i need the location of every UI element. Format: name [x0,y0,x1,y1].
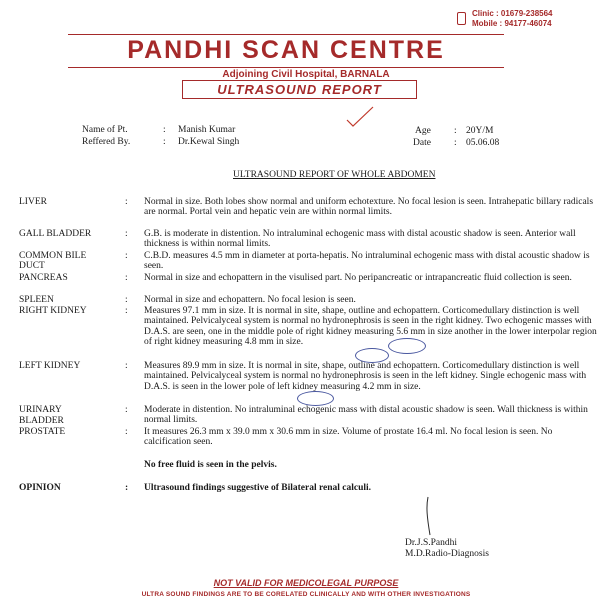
organ-label: LEFT KIDNEY [19,361,81,371]
age-value: 20Y/M [466,126,494,136]
report-subtitle: ULTRASOUND REPORT OF WHOLE ABDOMEN [233,170,436,180]
mobile-phone: Mobile : 94177-46074 [472,19,552,28]
contact-block [472,9,553,29]
organ-label: RIGHT KIDNEY [19,306,87,316]
signature [420,495,440,539]
clinic-phone: Clinic : 01679-238564 [472,9,553,18]
colon-separator: : [125,273,128,283]
finding-text: Measures 89.9 mm in size. It is normal in site, shape, outline and echopattern. Corticomedullary distinction is well maintained. Pelvicalyceal system is normal no hydronephrosis is seen in the left kidney. Single echogenic mass with D.A.S. is seen in the lower pole of left kidney measuring 4.2 mm in size. [144,361,587,392]
finding-text: G.B. is moderate in distention. No intraluminal echogenic mass with distal acoustic shadow is seen. Anterior wall thickness is within normal limits. [144,229,576,250]
finding-text: Normal in size and echopattern in the visulised part. No peripancreatic or intrapancreatic fluid collection is seen. [144,273,572,283]
patient-name-sep: : [163,125,166,135]
referred-by-sep: : [163,137,166,147]
patient-name-label: Name of Pt. [82,125,128,135]
centre-title: PANDHI SCAN CENTRE [127,36,445,64]
doctor-qualification: M.D.Radio-Diagnosis [405,549,489,559]
colon-separator: : [125,306,128,316]
finding-text: Normal in size and echopattern. No focal lesion is seen. [144,295,356,305]
colon-separator: : [125,197,128,207]
pen-circle-mark [355,348,389,363]
organ-label: SPLEEN [19,295,54,305]
check-mark-icon [345,104,375,130]
banner-bottom-rule [68,67,504,68]
banner [68,34,504,68]
finding-text: Measures 97.1 mm in size. It is normal in site, shape, outline and echopattern. Corticomedullary distinction is well maintained. Pelvicalyceal system is normal no hydronephrosis is seen in the right kidney. Two echogenic masses with D.A.S. are seen, one in the middle pole of right kidney measuring 5.6 mm in size another in the lower interpolar region of right kidney measuring 4.8 mm in size. [144,306,597,347]
finding-text: Moderate in distention. No intraluminal echogenic mass with distal acoustic shadow is seen. Wall thickness is within normal limits. [144,405,588,426]
colon-separator: : [125,405,128,415]
date-label: Date [413,138,431,148]
colon-separator: : [125,229,128,239]
pen-circle-mark [297,391,334,406]
age-label: Age [415,126,431,136]
age-sep: : [454,126,457,136]
colon-separator: : [125,251,128,261]
colon-separator: : [125,427,128,437]
finding-text: Normal in size. Both lobes show normal and uniform echotexture. No focal lesion is seen. Intrahepatic billary radicals are normal. Portal vein and hepatic vein are within normal limits. [144,197,594,218]
opinion-label: OPINION [19,483,61,493]
finding-text: It measures 26.3 mm x 39.0 mm x 30.6 mm in size. Volume of prostate 16.4 ml. No focal lesion is seen. No calcification seen. [144,427,553,448]
organ-label: GALL BLADDER [19,229,92,239]
date-sep: : [454,138,457,148]
referred-by-value: Dr.Kewal Singh [178,137,240,147]
organ-label-cont: BLADDER [19,416,64,426]
clinical-correlation-note: ULTRA SOUND FINDINGS ARE TO BE CORELATED CLINICALLY AND WITH OTHER INVESTIGATIONS [141,591,471,598]
colon-separator: : [125,361,128,371]
date-value: 05.06.08 [466,138,500,148]
referred-by-label: Reffered By. [82,137,131,147]
banner-top-rule [68,34,504,35]
free-fluid-note: No free fluid is seen in the pelvis. [144,460,277,470]
colon-separator: : [125,295,128,305]
organ-label: LIVER [19,197,47,207]
patient-name-value: Manish Kumar [178,125,236,135]
organ-label: PROSTATE [19,427,66,437]
colon-separator: : [125,483,129,493]
medicolegal-disclaimer: NOT VALID FOR MEDICOLEGAL PURPOSE [213,578,399,588]
finding-text: C.B.D. measures 4.5 mm in diameter at porta-hepatis. No intraluminal echogenic mass with distal acoustic shadow is seen. [144,251,590,272]
organ-label: PANCREAS [19,273,68,283]
organ-label-cont: DUCT [19,261,45,271]
opinion-text: Ultrasound findings suggestive of Bilateral renal calculi. [144,483,372,493]
phone-icon [457,12,466,25]
pen-circle-mark [388,338,426,354]
doctor-name: Dr.J.S.Pandhi [405,538,457,548]
organ-label: COMMON BILE [19,251,87,261]
organ-label: URINARY [19,405,62,415]
centre-address: Adjoining Civil Hospital, BARNALA [222,69,390,80]
report-type-badge: ULTRASOUND REPORT [182,80,417,99]
